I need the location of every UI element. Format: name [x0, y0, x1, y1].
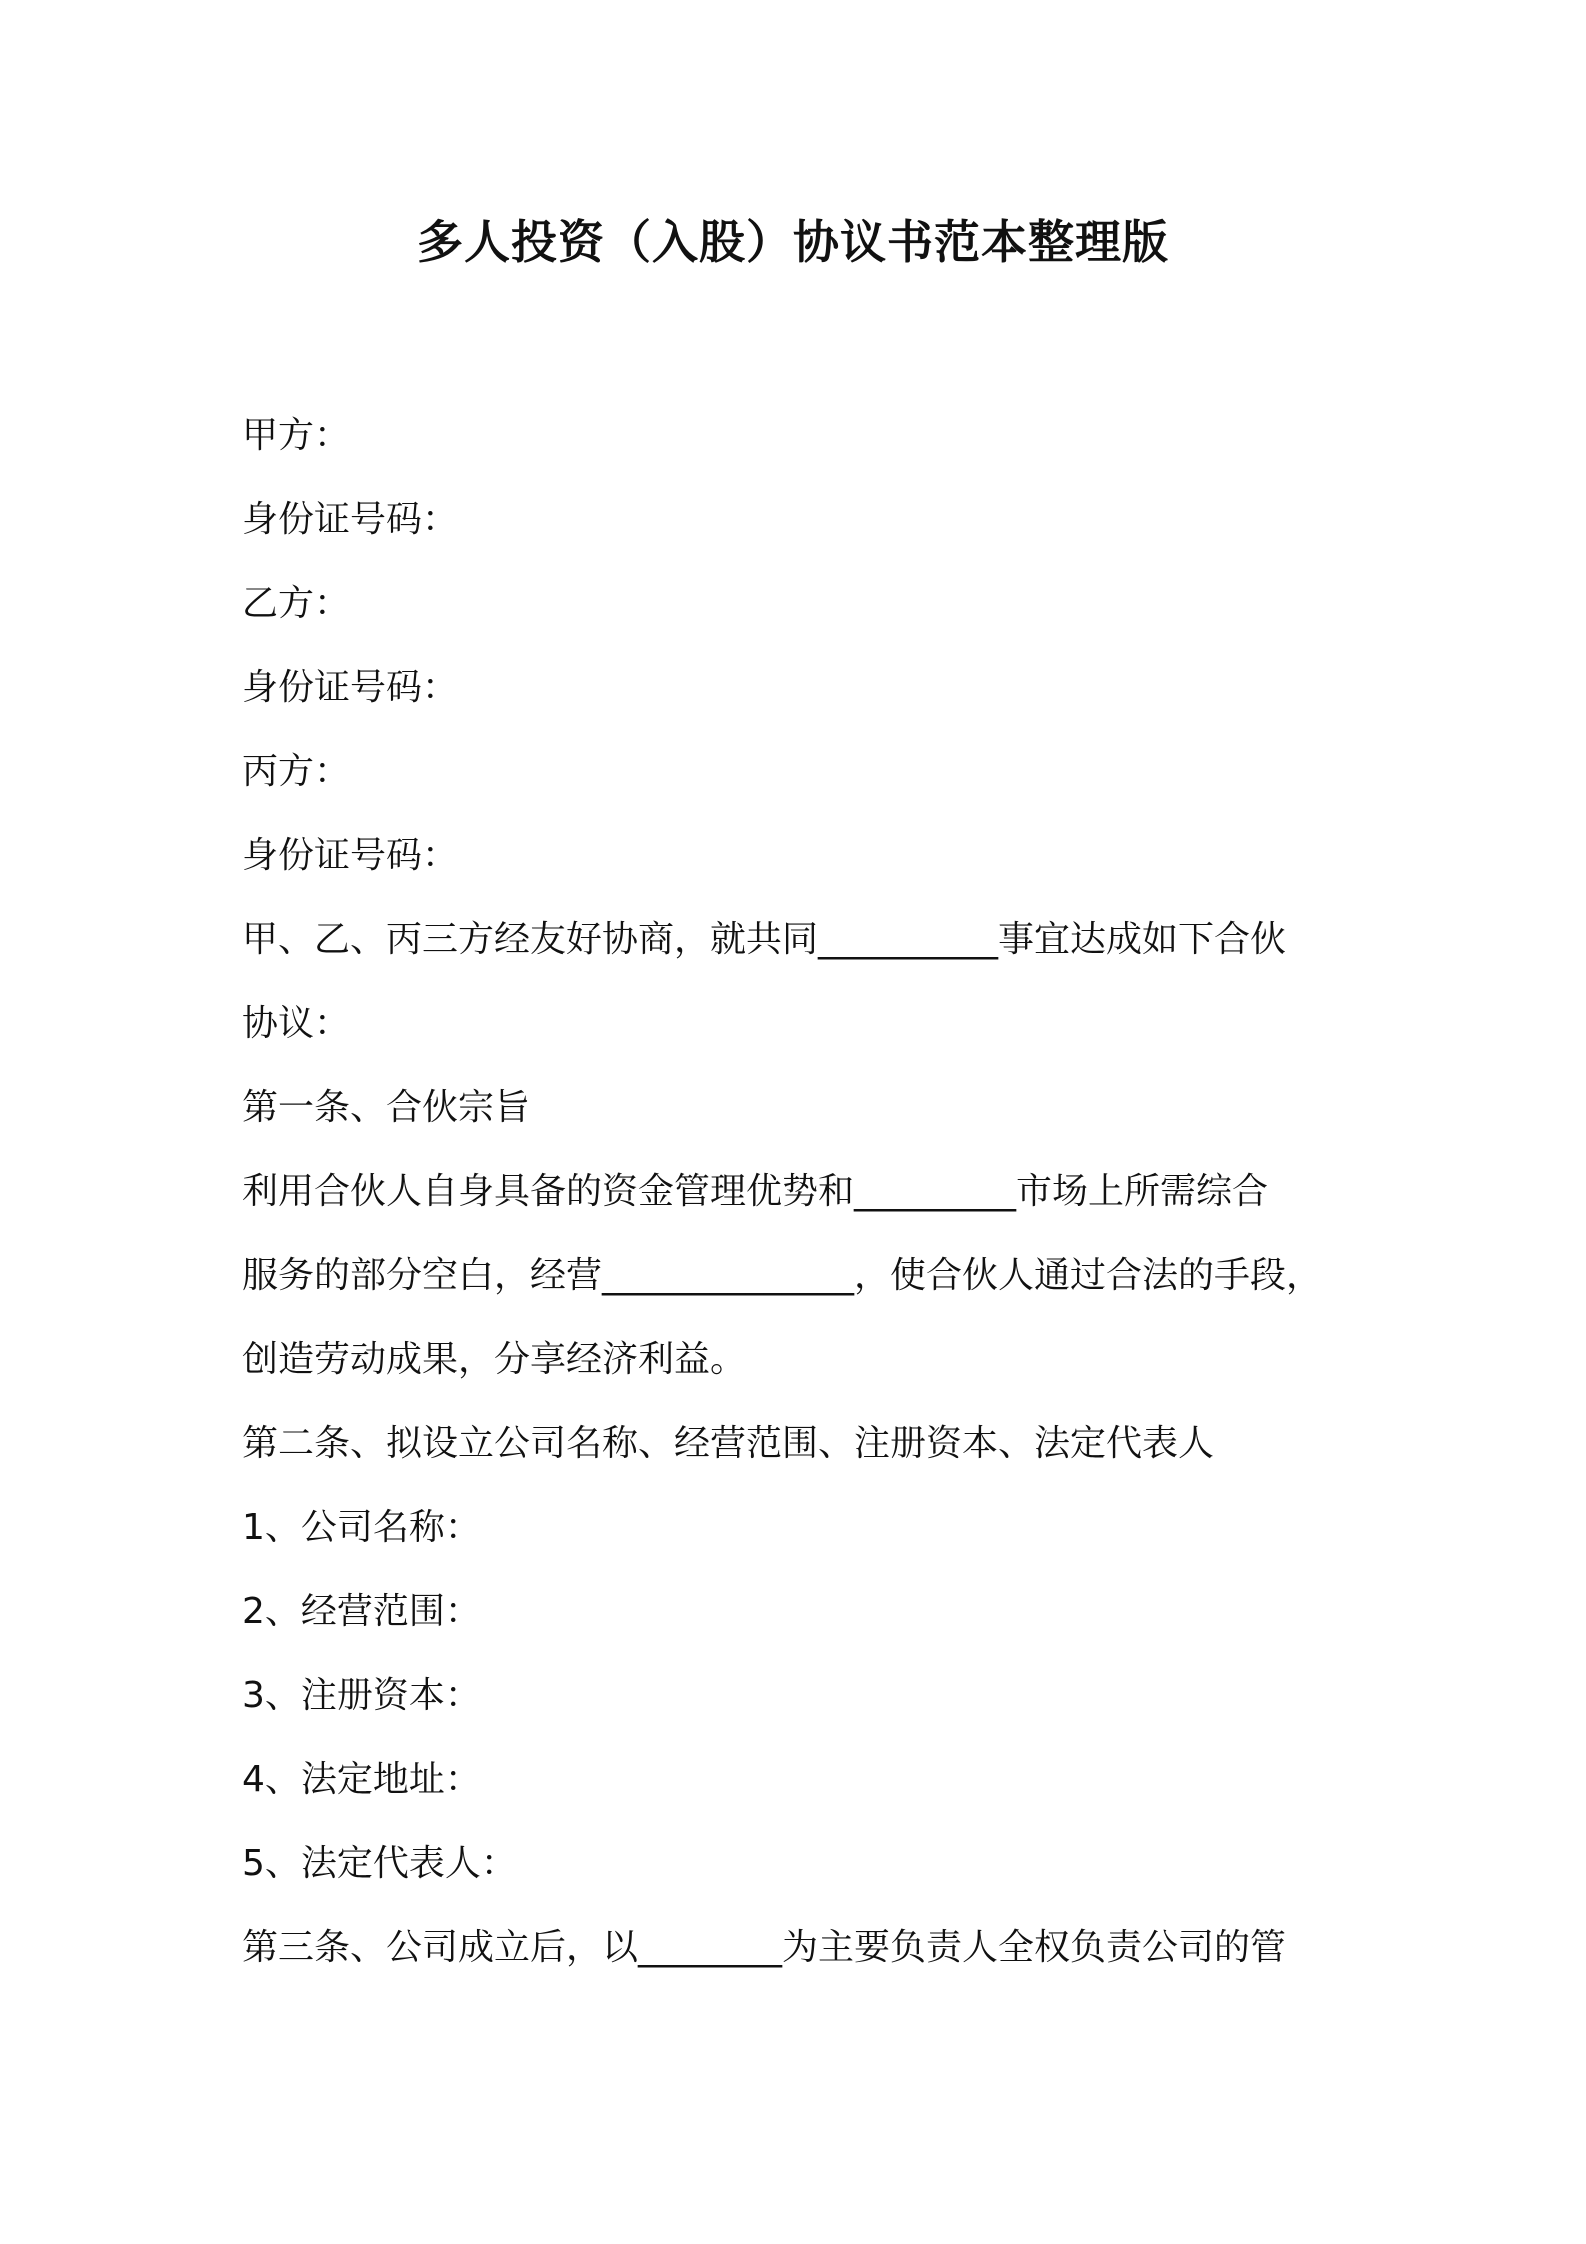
- text-line: 创造劳动成果，分享经济利益。: [242, 1339, 747, 1380]
- text-line: 乙方：: [242, 583, 351, 624]
- text-line: 甲、乙、丙三方经友好协商，就共同__________事宜达成如下合伙: [242, 919, 1287, 960]
- text-line: 3、注册资本：: [242, 1675, 481, 1716]
- document-body: [242, 408, 1362, 2004]
- text-line: 身份证号码：: [242, 835, 459, 876]
- text-line: 5、法定代表人：: [242, 1843, 517, 1884]
- text-line: 身份证号码：: [242, 667, 459, 708]
- text-line: 第三条、公司成立后，以________为主要负责人全权负责公司的管: [242, 1927, 1287, 1968]
- text-line: 1、公司名称：: [242, 1507, 481, 1548]
- text-line: 丙方：: [242, 751, 351, 792]
- text-line: 协议：: [242, 1003, 351, 1044]
- text-line: 4、法定地址：: [242, 1759, 481, 1800]
- text-line: 身份证号码：: [242, 499, 459, 540]
- text-line: 利用合伙人自身具备的资金管理优势和_________市场上所需综合: [242, 1171, 1269, 1212]
- text-line: 2、经营范围：: [242, 1591, 481, 1632]
- document-title: 多人投资（入股）协议书范本整理版: [417, 215, 1169, 269]
- text-line: 甲方：: [242, 415, 351, 456]
- text-line: 第一条、合伙宗旨: [242, 1087, 531, 1128]
- text-line: 服务的部分空白，经营______________，使合伙人通过合法的手段，: [242, 1255, 1323, 1296]
- text-line: 第二条、拟设立公司名称、经营范围、注册资本、法定代表人: [242, 1423, 1215, 1464]
